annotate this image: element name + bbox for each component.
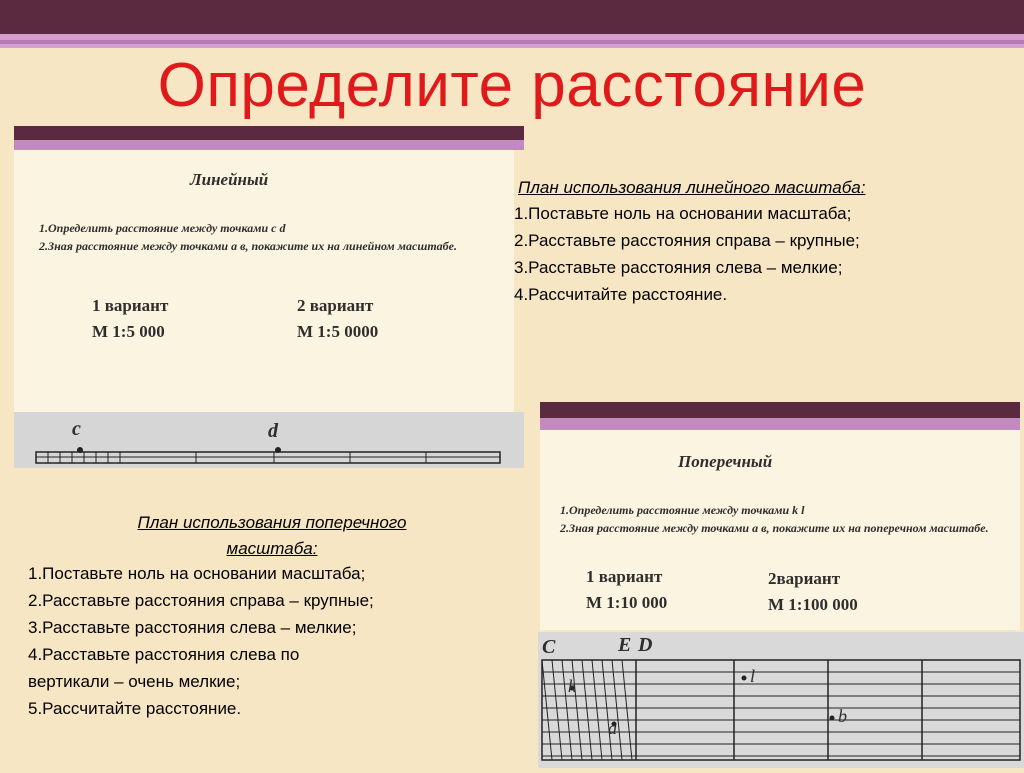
transverse-scale-drawing — [538, 632, 1024, 768]
point-b-label: b — [838, 706, 847, 726]
linear-variant-2-label: 2 вариант — [297, 296, 374, 315]
linear-heading: Линейный — [190, 170, 269, 189]
linear-plan-step: 3.Расставьте расстояния слева – мелкие; — [514, 258, 843, 277]
linear-variant-1-label: 1 вариант — [92, 296, 169, 315]
transverse-scale-panel — [540, 430, 1020, 630]
transverse-scale-image — [538, 632, 1024, 768]
transverse-plan-step: 3.Расставьте расстояния слева – мелкие; — [28, 618, 357, 637]
left-panel-bar — [14, 126, 524, 140]
transverse-variant-2-scale: М 1:100 000 — [768, 595, 858, 614]
top-band-accent-line — [0, 40, 1024, 44]
transverse-plan-step: 1.Поставьте ноль на основании масштаба; — [28, 564, 366, 583]
linear-plan-step: 4.Рассчитайте расстояние. — [514, 285, 728, 304]
right-panel-bar-accent — [540, 418, 1020, 430]
linear-task-1: 1.Определить расстояние между точками c d — [39, 221, 286, 235]
point-d-label: d — [268, 420, 278, 442]
transverse-variant-1-scale: М 1:10 000 — [586, 593, 668, 612]
transverse-plan-title — [14, 510, 530, 562]
label-e: E — [618, 634, 632, 656]
linear-scale-panel — [14, 150, 514, 412]
linear-plan-step: 2.Расставьте расстояния справа – крупные; — [514, 231, 860, 250]
right-panel-bar — [540, 402, 1020, 418]
linear-scale-image — [14, 412, 524, 468]
top-band — [0, 0, 1024, 34]
transverse-task-2: 2.Зная расстояние между точками а в, покажите их на поперечном масштабе. — [560, 521, 989, 535]
linear-variant-1-scale: М 1:5 000 — [92, 322, 165, 341]
label-c: C — [542, 636, 556, 658]
linear-plan-step: 1.Поставьте ноль на основании масштаба; — [514, 204, 852, 223]
transverse-task-1: 1.Определить расстояние между точками k l — [560, 503, 805, 517]
transverse-plan-step: 5.Рассчитайте расстояние. — [28, 699, 242, 718]
transverse-variant-2-label: 2вариант — [768, 569, 841, 588]
linear-task-2: 2.Зная расстояние между точками а в, покажите их на линейном масштабе. — [39, 239, 457, 253]
slide-title: Определите расстояние — [157, 51, 867, 120]
point-k-label: k — [568, 676, 576, 696]
point-l-label: l — [750, 666, 756, 686]
label-d: D — [638, 634, 653, 656]
transverse-variant-1-label: 1 вариант — [586, 567, 663, 586]
linear-plan-title: План использования линейного масштаба: — [518, 178, 866, 197]
transverse-plan-steps — [28, 560, 374, 722]
linear-plan-steps — [514, 200, 860, 308]
point-a-label: a — [608, 718, 617, 738]
transverse-plan-title-line-2: масштаба: — [226, 539, 318, 558]
transverse-plan-step: вертикали – очень мелкие; — [28, 672, 241, 691]
transverse-plan-title-line-1: План использования поперечного — [137, 513, 407, 532]
transverse-heading: Поперечный — [678, 452, 773, 471]
point-c-label: c — [72, 418, 81, 440]
left-panel-bar-accent — [14, 140, 524, 150]
linear-variant-2-scale: М 1:5 0000 — [297, 322, 379, 341]
transverse-plan-step: 4.Расставьте расстояния слева по — [28, 645, 300, 664]
transverse-plan-step: 2.Расставьте расстояния справа – крупные; — [28, 591, 374, 610]
